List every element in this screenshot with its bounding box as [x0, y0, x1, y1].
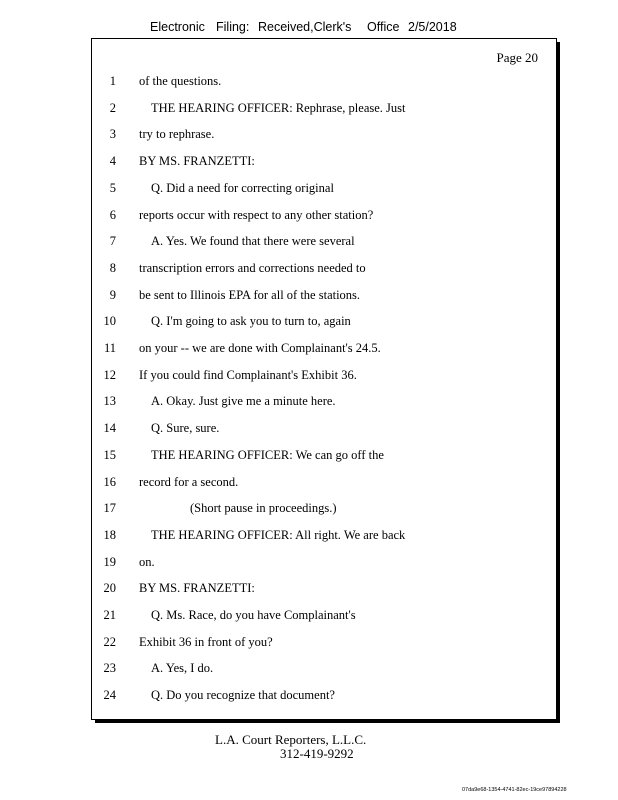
line-number: 18 — [103, 527, 116, 542]
line-number: 22 — [103, 634, 116, 649]
stamp-date: 2/5/2018 — [408, 20, 457, 34]
transcript-line — [0, 633, 618, 651]
transcript-line — [0, 72, 618, 90]
line-number: 19 — [103, 554, 116, 569]
transcript-line — [0, 473, 618, 491]
transcript-line — [0, 259, 618, 277]
page-frame-shadow-bottom — [95, 720, 560, 723]
line-text: (Short pause in proceedings.) — [190, 501, 337, 516]
line-text: on. — [139, 554, 155, 569]
line-text: If you could find Complainant's Exhibit 36. — [139, 367, 357, 382]
line-text: A. Yes. We found that there were several — [151, 234, 355, 249]
transcript-line — [0, 553, 618, 571]
line-number: 21 — [103, 608, 116, 622]
line-number: 15 — [103, 447, 116, 462]
line-number: 4 — [109, 154, 116, 169]
line-number: 8 — [109, 260, 116, 275]
transcript-line — [0, 499, 618, 517]
transcript-line — [0, 579, 618, 597]
line-text: A. Okay. Just give me a minute here. — [151, 394, 336, 409]
transcript-line — [0, 606, 618, 624]
transcript-line — [0, 419, 618, 437]
transcript-line — [0, 99, 618, 117]
line-text: THE HEARING OFFICER: Rephrase, please. Just — [151, 100, 406, 115]
line-number: 1 — [109, 74, 116, 88]
line-number: 23 — [103, 661, 116, 676]
line-number: 10 — [103, 314, 116, 329]
court-reporter-phone: 312-419-9292 — [280, 746, 354, 761]
transcript-line — [0, 312, 618, 330]
line-number: 13 — [103, 394, 116, 409]
line-number: 20 — [103, 581, 116, 596]
line-text: Q. Did a need for correcting original — [151, 180, 334, 195]
court-reporter-name: L.A. Court Reporters, L.L.C. — [215, 732, 367, 747]
stamp-filing: Filing: — [216, 20, 250, 34]
line-text: try to rephrase. — [139, 127, 215, 142]
line-number: 6 — [109, 207, 116, 222]
line-number: 3 — [109, 127, 116, 142]
line-number: 17 — [103, 501, 116, 516]
line-text: Q. I'm going to ask you to turn to, again — [151, 314, 351, 329]
line-text: transcription errors and corrections needed to — [139, 260, 366, 275]
document-id: 07da9e68-1354-4741-82ec-19ce97894228 — [462, 787, 567, 793]
stamp-received-clerks: Received,Clerk's — [258, 20, 352, 34]
line-text: Exhibit 36 in front of you? — [139, 634, 273, 649]
line-number: 14 — [103, 421, 116, 436]
line-text: Q. Do you recognize that document? — [151, 688, 335, 703]
line-text: A. Yes, I do. — [151, 661, 214, 676]
transcript-line — [0, 339, 618, 357]
transcript-line — [0, 152, 618, 170]
electronic-filing-stamp — [0, 20, 618, 38]
transcript-line — [0, 206, 618, 224]
line-text: reports occur with respect to any other station? — [139, 207, 374, 222]
transcript-line — [0, 179, 618, 197]
line-text: THE HEARING OFFICER: We can go off the — [151, 447, 384, 462]
stamp-office: Office — [367, 20, 400, 34]
line-number: 12 — [103, 367, 116, 382]
transcript-line — [0, 125, 618, 143]
line-number: 7 — [109, 234, 116, 249]
transcript-line — [0, 446, 618, 464]
transcript-line — [0, 659, 618, 677]
line-number: 9 — [109, 287, 116, 302]
line-number: 24 — [103, 688, 116, 703]
line-number: 2 — [109, 100, 116, 115]
line-text: on your -- we are done with Complainant's 24.5. — [139, 341, 381, 355]
transcript-line — [0, 526, 618, 544]
stamp-electronic: Electronic — [150, 20, 205, 34]
line-number: 5 — [109, 180, 116, 195]
page-number: Page 20 — [496, 50, 538, 65]
line-text: be sent to Illinois EPA for all of the stations. — [139, 287, 361, 302]
line-number: 11 — [103, 341, 116, 355]
line-number: 16 — [103, 474, 116, 489]
transcript-line — [0, 286, 618, 304]
transcript-line — [0, 686, 618, 704]
line-text: Q. Sure, sure. — [151, 421, 220, 436]
transcript-line — [0, 232, 618, 250]
line-text: Q. Ms. Race, do you have Complainant's — [151, 608, 356, 622]
line-text: BY MS. FRANZETTI: — [139, 581, 255, 596]
line-text: BY MS. FRANZETTI: — [139, 154, 255, 169]
transcript-line — [0, 366, 618, 384]
line-text: THE HEARING OFFICER: All right. We are back — [151, 527, 406, 542]
line-text: of the questions. — [139, 74, 222, 88]
line-text: record for a second. — [139, 474, 239, 489]
transcript-line — [0, 392, 618, 410]
